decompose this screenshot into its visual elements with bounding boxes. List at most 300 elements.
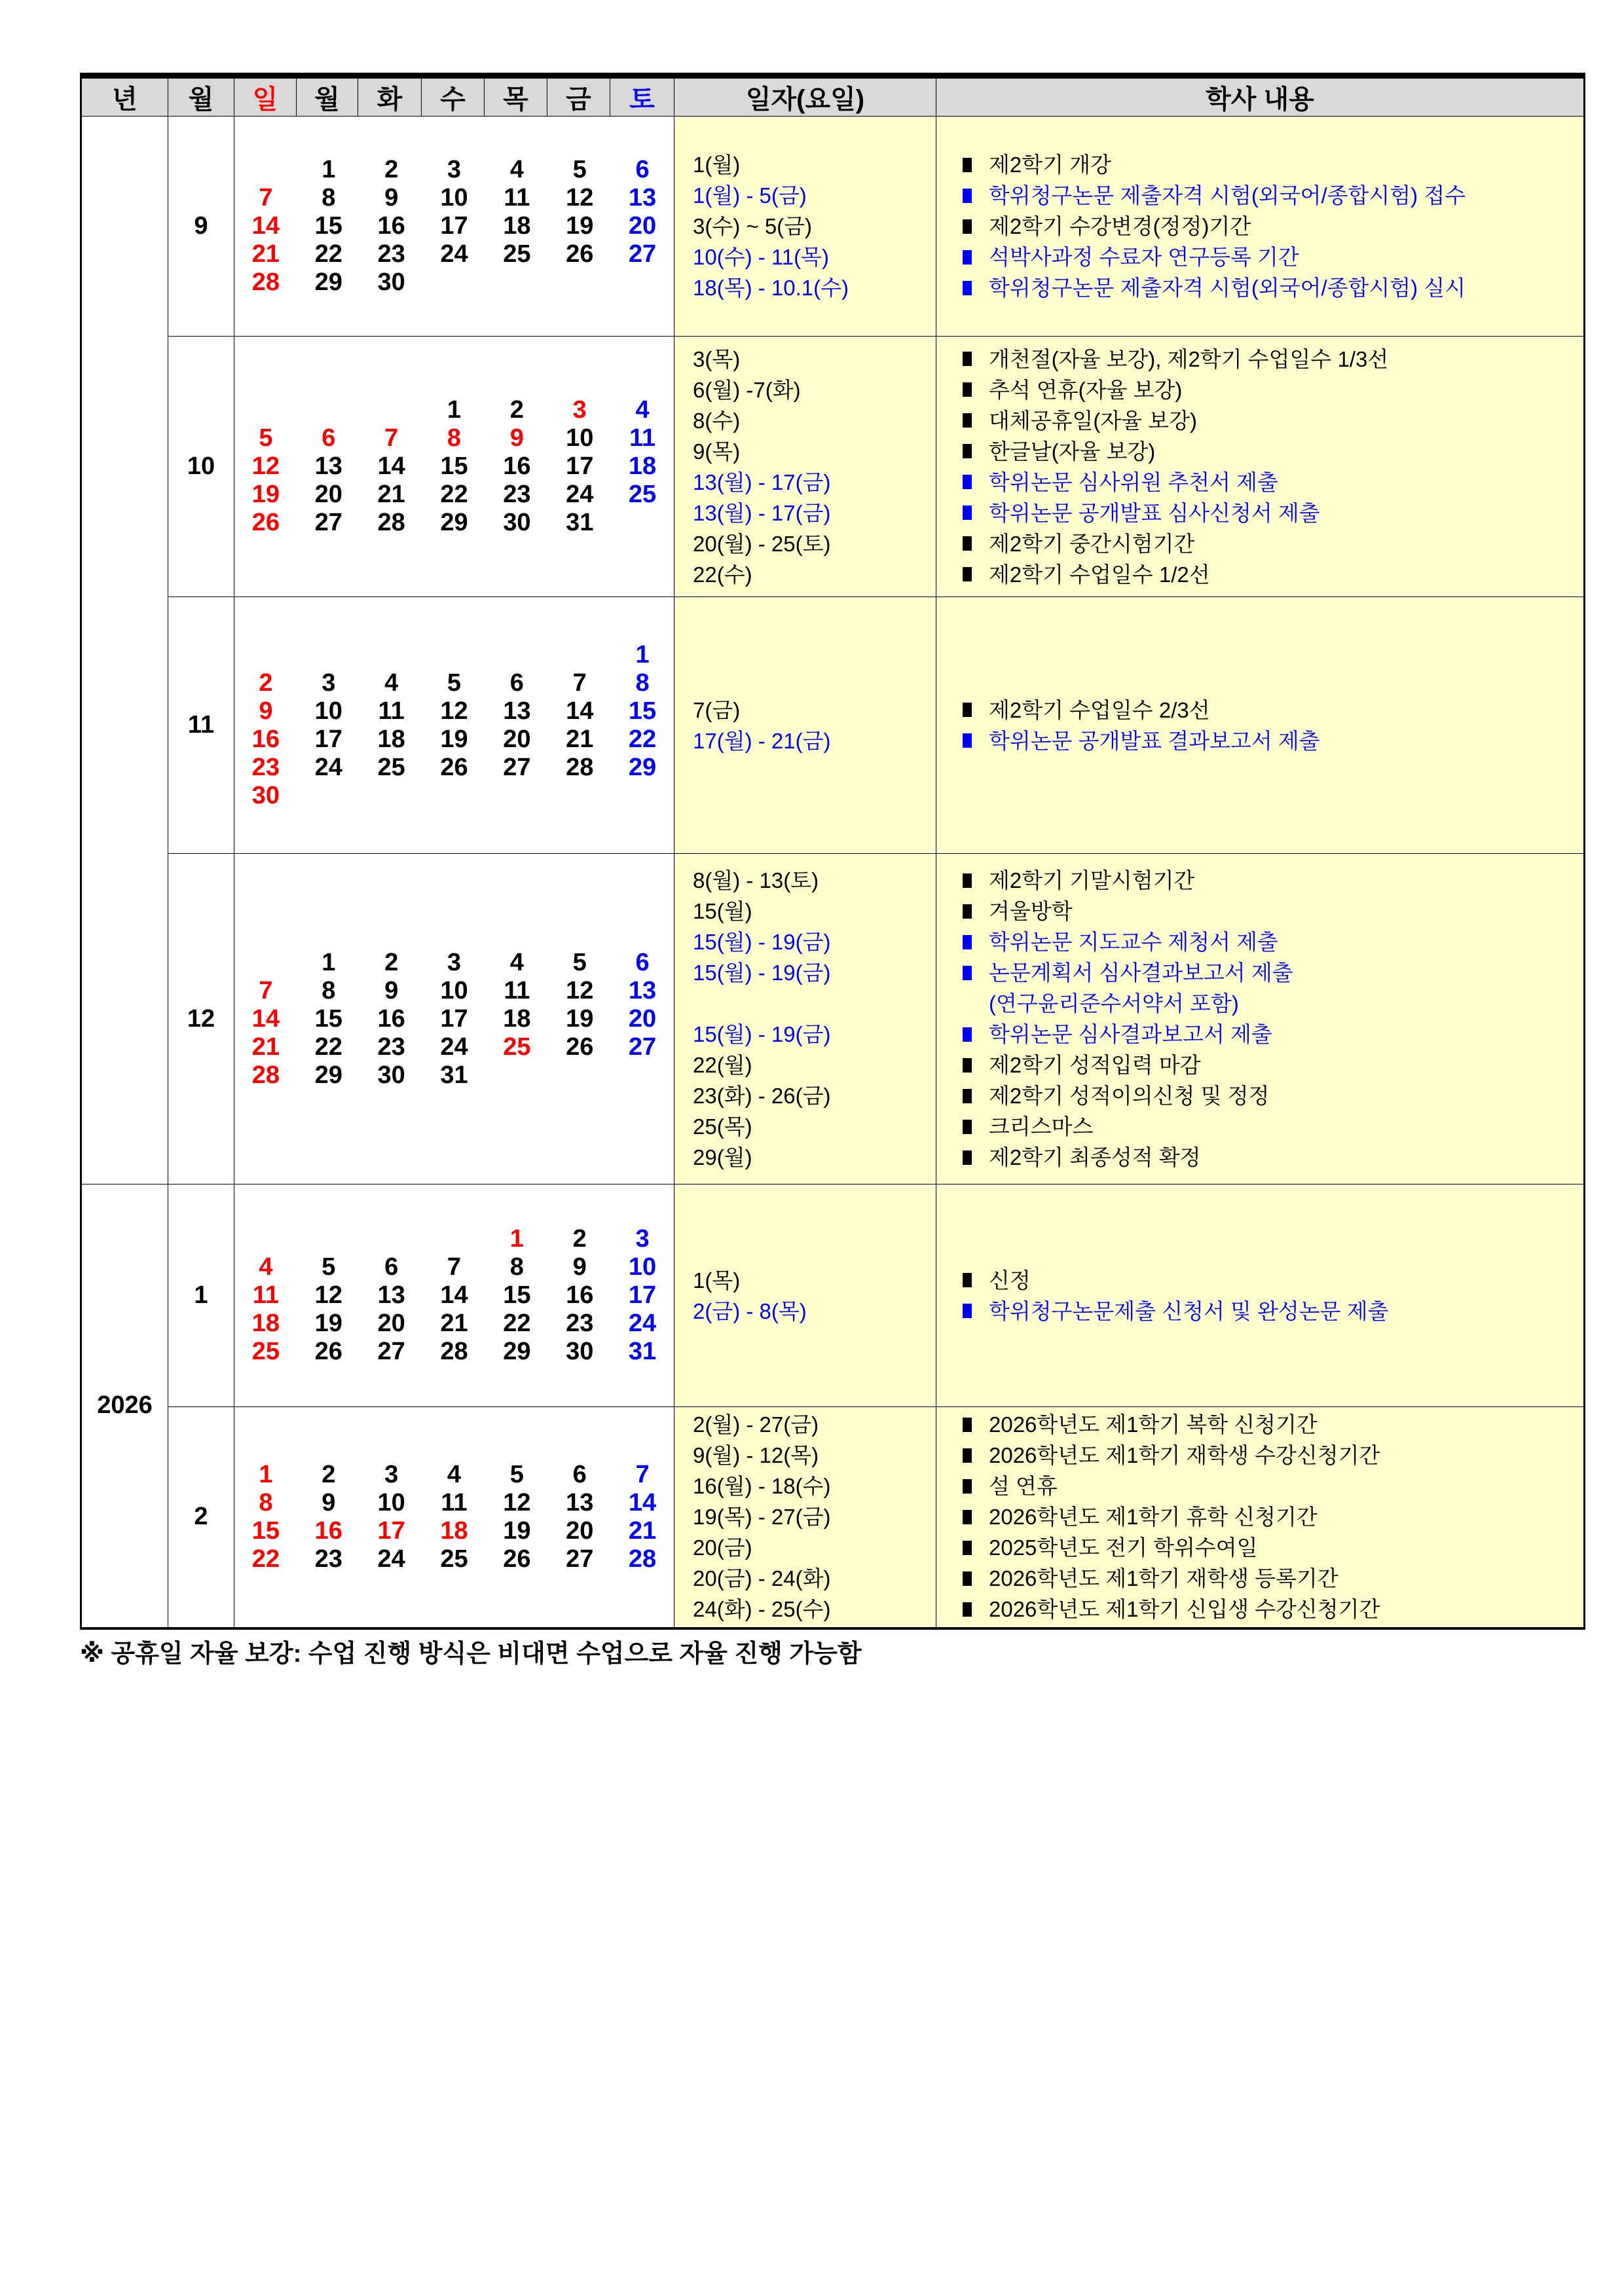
day-2-28: 28 [628,1545,657,1573]
day-1-6: 6 [384,1253,399,1281]
day-2-5: 5 [509,1460,524,1488]
day-2-17: 17 [377,1516,405,1545]
day-10-18: 18 [628,452,657,480]
month-label-1: 1 [168,1184,234,1407]
bullet-icon [963,1273,972,1287]
day-9-16: 16 [377,212,405,240]
event-text: 학위논문 심사위원 추천서 제출 [989,469,1278,494]
day-empty [360,1225,423,1253]
day-12-30: 30 [377,1061,405,1089]
day-12-11: 11 [504,976,530,1004]
mini-calendar-12 [234,854,674,1184]
day-11-20: 20 [503,725,531,753]
day-11-29: 29 [628,753,657,781]
day-grid-11 [234,631,674,820]
day-9-27: 27 [628,240,657,268]
event-line [936,211,1583,242]
day-12-9: 9 [384,976,399,1004]
day-9-8: 8 [322,184,336,211]
day-10-15: 15 [440,452,468,480]
day-9-18: 18 [503,212,531,240]
bullet-icon [963,1418,972,1432]
day-9-19: 19 [566,212,594,240]
bullet-icon [963,1510,972,1524]
event-date: 23(화) - 26(금) [693,1084,831,1108]
event-date: 29(월) [693,1145,752,1169]
event-date: 1(월) [693,153,741,177]
header-day-wed: 수 [422,76,485,117]
day-10-11: 11 [629,424,656,452]
day-2-14: 14 [628,1488,657,1516]
event-text: 학위청구논문제출 신청서 및 완성논문 제출 [989,1298,1389,1323]
bullet-icon [963,1448,972,1463]
day-12-3: 3 [447,948,462,976]
event-text: 석박사과정 수료자 연구등록 기간 [989,245,1299,269]
month-row-11 [81,597,1585,854]
event-text: 제2학기 최종성적 확정 [989,1145,1201,1169]
event-text: 추석 연휴(자율 보강) [989,377,1183,402]
event-text: 학위논문 공개발표 심사신청서 제출 [989,500,1320,525]
event-date: 9(월) - 12(목) [693,1443,819,1468]
day-1-7: 7 [447,1253,462,1281]
event-date: 3(목) [693,346,741,371]
day-1-24: 24 [628,1310,657,1337]
day-empty [611,509,674,537]
event-date: 20(월) - 25(토) [693,531,831,556]
day-1-1: 1 [509,1225,524,1253]
day-empty [234,949,297,977]
header-row [81,76,1585,117]
day-11-15: 15 [628,697,657,725]
mini-calendar-10 [234,337,674,597]
event-date: 19(목) - 27(금) [693,1505,831,1530]
event-text: 학위논문 심사결과보고서 제출 [989,1022,1272,1046]
day-2-19: 19 [503,1516,531,1545]
day-1-13: 13 [377,1281,405,1309]
day-12-24: 24 [440,1033,468,1061]
event-text: 제2학기 수강변경(정정)기간 [989,214,1251,238]
bullet-icon [963,966,972,980]
bullet-icon [963,281,972,295]
day-10-29: 29 [440,509,468,536]
day-12-2: 2 [384,948,399,976]
day-2-25: 25 [440,1545,468,1573]
event-line [936,725,1583,756]
day-2-3: 3 [384,1460,399,1488]
day-10-22: 22 [440,481,468,508]
month-label-11: 11 [168,597,234,854]
day-12-26: 26 [566,1033,594,1061]
day-11-27: 27 [503,753,531,781]
day-11-24: 24 [314,753,342,781]
day-2-11: 11 [441,1488,468,1516]
day-empty [297,396,360,424]
event-text: 학위청구논문 제출자격 시험(외국어/종합시험) 실시 [989,276,1466,300]
day-12-22: 22 [314,1033,342,1061]
event-text: 2026학년도 제1학기 신입생 수강신청기간 [989,1597,1380,1622]
event-date: 22(수) [693,562,752,587]
event-line [936,988,1583,1019]
day-2-24: 24 [377,1545,405,1573]
day-9-24: 24 [440,240,468,268]
bullet-icon [963,1120,972,1134]
day-12-14: 14 [251,1004,280,1033]
bullet-icon [963,382,972,397]
bullet-icon [963,904,972,919]
day-2-16: 16 [314,1516,342,1545]
event-line [936,927,1583,957]
day-9-3: 3 [447,156,462,183]
event-text: 대체공휴일(자율 보강) [989,408,1198,433]
event-line [936,436,1583,467]
day-1-2: 2 [572,1225,587,1253]
day-10-17: 17 [566,452,594,480]
event-text: 제2학기 기말시험기간 [989,868,1195,892]
day-11-25: 25 [377,753,405,781]
day-10-12: 12 [251,452,280,480]
day-10-14: 14 [377,452,405,480]
day-9-28: 28 [251,268,280,296]
day-1-16: 16 [566,1281,594,1309]
bullet-icon [963,703,972,717]
event-line [936,896,1583,927]
event-date [674,988,936,1019]
content-column-2 [936,1407,1585,1628]
event-line [936,528,1583,559]
day-1-22: 22 [503,1310,531,1337]
event-text: 제2학기 수업일수 2/3선 [989,697,1210,722]
month-row-1 [81,1184,1585,1407]
day-2-4: 4 [447,1460,462,1488]
bullet-icon [963,536,972,551]
day-10-19: 19 [251,481,280,508]
day-10-21: 21 [377,481,405,508]
event-line [936,149,1583,180]
event-text: 제2학기 수업일수 1/2선 [989,562,1210,587]
day-grid-1 [234,1215,674,1376]
day-12-16: 16 [377,1004,405,1033]
event-date: 8(수) [693,408,741,433]
event-line [936,1019,1583,1050]
day-12-13: 13 [628,976,657,1004]
day-2-27: 27 [566,1545,594,1573]
event-date: 8(월) - 13(토) [693,868,819,892]
day-1-10: 10 [628,1253,657,1281]
day-empty [423,641,486,669]
day-10-4: 4 [635,396,650,424]
bullet-icon [963,1150,972,1165]
day-empty [423,268,486,297]
day-2-20: 20 [566,1516,594,1545]
day-12-31: 31 [440,1061,468,1089]
event-text: 2026학년도 제1학기 재학생 등록기간 [989,1566,1338,1591]
day-1-12: 12 [314,1281,342,1309]
day-11-19: 19 [440,725,468,753]
day-empty [611,268,674,297]
day-empty [423,782,486,810]
event-text: 2026학년도 제1학기 복학 신청기간 [989,1412,1318,1437]
day-12-29: 29 [314,1061,342,1089]
day-1-5: 5 [322,1253,336,1281]
day-10-20: 20 [314,481,342,508]
day-2-12: 12 [503,1488,531,1516]
day-1-20: 20 [377,1310,405,1337]
header-day-mon: 월 [297,76,358,117]
day-2-15: 15 [251,1516,280,1545]
day-9-21: 21 [251,240,280,268]
year-cell-2025 [81,117,168,1184]
event-line [936,344,1583,375]
day-11-1: 1 [635,640,650,669]
month-row-12 [81,854,1585,1184]
day-10-1: 1 [447,396,462,424]
bullet-icon [963,219,972,234]
day-12-19: 19 [566,1004,594,1033]
day-12-17: 17 [440,1004,468,1033]
day-9-13: 13 [628,184,657,211]
event-date: 18(목) - 10.1(수) [693,276,849,300]
date-column-2 [674,1407,936,1628]
event-line [936,498,1583,528]
academic-calendar-table [80,73,1585,1630]
bullet-icon [963,413,972,428]
day-empty [234,641,297,669]
event-text: 학위청구논문 제출자격 시험(외국어/종합시험) 접수 [989,183,1466,208]
event-date: 15(월) - 19(금) [693,930,831,954]
event-line [936,180,1583,211]
day-empty [485,782,548,810]
day-10-23: 23 [503,481,531,508]
day-1-14: 14 [440,1281,468,1309]
bullet-icon [963,475,972,489]
day-12-15: 15 [314,1004,342,1033]
day-1-17: 17 [628,1281,657,1309]
day-9-26: 26 [566,240,594,268]
day-11-18: 18 [377,725,405,753]
event-date: 20(금) [693,1535,752,1560]
date-column-9 [674,117,936,337]
day-10-30: 30 [503,509,531,536]
month-label-2: 2 [168,1407,234,1628]
day-10-25: 25 [628,481,657,508]
day-1-30: 30 [566,1338,594,1365]
day-11-22: 22 [628,725,657,753]
event-date: 3(수) ~ 5(금) [693,214,813,238]
event-line [936,1080,1583,1111]
event-date: 1(목) [693,1268,741,1293]
day-10-3: 3 [572,396,587,424]
day-2-13: 13 [566,1488,594,1516]
event-line [936,405,1583,436]
event-text: 한글날(자율 보강) [989,439,1156,464]
day-9-4: 4 [509,156,524,183]
event-text: 학위논문 공개발표 결과보고서 제출 [989,728,1320,753]
day-empty [360,782,423,810]
bullet-icon [963,1602,972,1617]
day-12-6: 6 [635,948,650,976]
day-1-4: 4 [259,1253,273,1281]
content-column-9 [936,117,1585,337]
month-label-10: 10 [168,337,234,597]
day-9-1: 1 [322,156,336,183]
day-grid-12 [234,938,674,1100]
day-12-7: 7 [259,976,273,1004]
day-9-11: 11 [504,184,530,211]
event-line [936,467,1583,498]
day-grid-9 [234,145,674,307]
day-empty [234,156,297,184]
day-9-22: 22 [314,240,342,268]
bullet-icon [963,1571,972,1586]
header-content-col: 학사 내용 [936,76,1585,117]
day-11-2: 2 [259,669,273,697]
event-text: 제2학기 성적입력 마감 [989,1053,1201,1077]
day-empty [611,1061,674,1090]
day-10-7: 7 [384,424,399,452]
bullet-icon [963,189,972,203]
day-12-25: 25 [503,1033,531,1061]
day-empty [297,641,360,669]
bullet-icon [963,873,972,888]
day-12-1: 1 [322,948,336,976]
day-9-12: 12 [566,184,594,211]
event-line [936,375,1583,405]
content-column-1 [936,1184,1585,1407]
day-11-23: 23 [251,753,280,781]
bullet-icon [963,158,972,172]
day-empty [297,782,360,810]
day-11-17: 17 [314,725,342,753]
event-date: 2(월) - 27(금) [693,1412,819,1437]
event-line [936,1050,1583,1080]
event-date: 17(월) - 21(금) [693,728,831,753]
day-empty [548,1061,611,1090]
mini-calendar-9 [234,117,674,337]
day-12-12: 12 [566,976,594,1004]
event-line [936,1409,1583,1440]
event-line [936,242,1583,272]
day-12-8: 8 [322,976,336,1004]
day-1-23: 23 [566,1310,594,1337]
day-1-25: 25 [251,1338,280,1365]
event-line [936,272,1583,303]
bullet-icon [963,733,972,748]
day-10-28: 28 [377,509,405,536]
header-day-tue: 화 [358,76,422,117]
bullet-icon [963,1479,972,1494]
event-date: 13(월) - 17(금) [693,469,831,494]
date-column-10 [674,337,936,597]
day-empty [611,782,674,810]
event-date: 7(금) [693,697,741,722]
content-column-11 [936,597,1585,854]
event-date: 13(월) - 17(금) [693,500,831,525]
day-9-25: 25 [503,240,531,268]
event-line [936,695,1583,725]
day-11-21: 21 [566,725,594,753]
day-10-26: 26 [251,509,280,536]
day-empty [423,1225,486,1253]
day-10-27: 27 [314,509,342,536]
event-line [936,1111,1583,1142]
day-11-30: 30 [251,781,280,809]
day-11-8: 8 [635,669,650,697]
day-empty [548,268,611,297]
event-date: 16(월) - 18(수) [693,1474,831,1499]
day-empty [360,641,423,669]
footnote: ※ 공휴일 자율 보강: 수업 진행 방식은 비대면 수업으로 자율 진행 가능함 [80,1640,862,1668]
event-date: 25(목) [693,1114,752,1139]
bullet-icon [963,505,972,520]
bullet-icon [963,1027,972,1042]
bullet-icon [963,1089,972,1103]
event-text: 겨울방학 [989,899,1073,923]
day-9-23: 23 [377,240,405,268]
day-empty [360,396,423,424]
month-row-10 [81,337,1585,597]
event-text: 제2학기 중간시험기간 [989,531,1195,556]
day-empty [485,268,548,297]
event-line [936,559,1583,590]
bullet-icon [963,444,972,458]
day-11-7: 7 [572,669,587,697]
day-10-31: 31 [566,509,594,536]
bullet-icon [963,1058,972,1073]
day-10-9: 9 [509,424,524,452]
header-day-fri: 금 [547,76,610,117]
day-9-20: 20 [628,212,657,240]
day-9-6: 6 [635,156,650,183]
day-10-6: 6 [322,424,336,452]
event-line [936,1563,1583,1594]
day-9-5: 5 [572,156,587,183]
day-1-21: 21 [440,1310,468,1337]
bullet-icon [963,352,972,366]
day-11-12: 12 [440,697,468,725]
event-text: 논문계획서 심사결과보고서 제출 [989,961,1293,985]
day-9-10: 10 [440,184,468,211]
day-9-30: 30 [377,268,405,296]
day-9-7: 7 [259,184,273,211]
event-line [936,1265,1583,1296]
content-column-12 [936,854,1585,1184]
day-12-18: 18 [503,1004,531,1033]
day-11-13: 13 [503,697,531,725]
event-line [936,1594,1583,1625]
header-month: 월 [168,76,234,117]
event-line [936,1471,1583,1501]
event-text: 2026학년도 제1학기 휴학 신청기간 [989,1505,1318,1530]
day-10-2: 2 [509,396,524,424]
month-label-9: 9 [168,117,234,337]
day-empty [548,782,611,810]
day-11-11: 11 [378,697,405,725]
header-day-thu: 목 [485,76,547,117]
month-row-2 [81,1407,1585,1628]
event-line [936,1440,1583,1471]
day-12-28: 28 [251,1061,280,1089]
day-2-10: 10 [377,1488,405,1516]
bullet-icon [963,935,972,949]
event-line [936,1142,1583,1173]
date-column-12 [674,854,936,1184]
bullet-icon [963,250,972,265]
event-text: 설 연휴 [989,1474,1058,1499]
day-12-20: 20 [628,1004,657,1033]
day-9-2: 2 [384,156,399,183]
day-12-10: 10 [440,976,468,1004]
event-text: 제2학기 성적이의신청 및 정정 [989,1084,1270,1108]
